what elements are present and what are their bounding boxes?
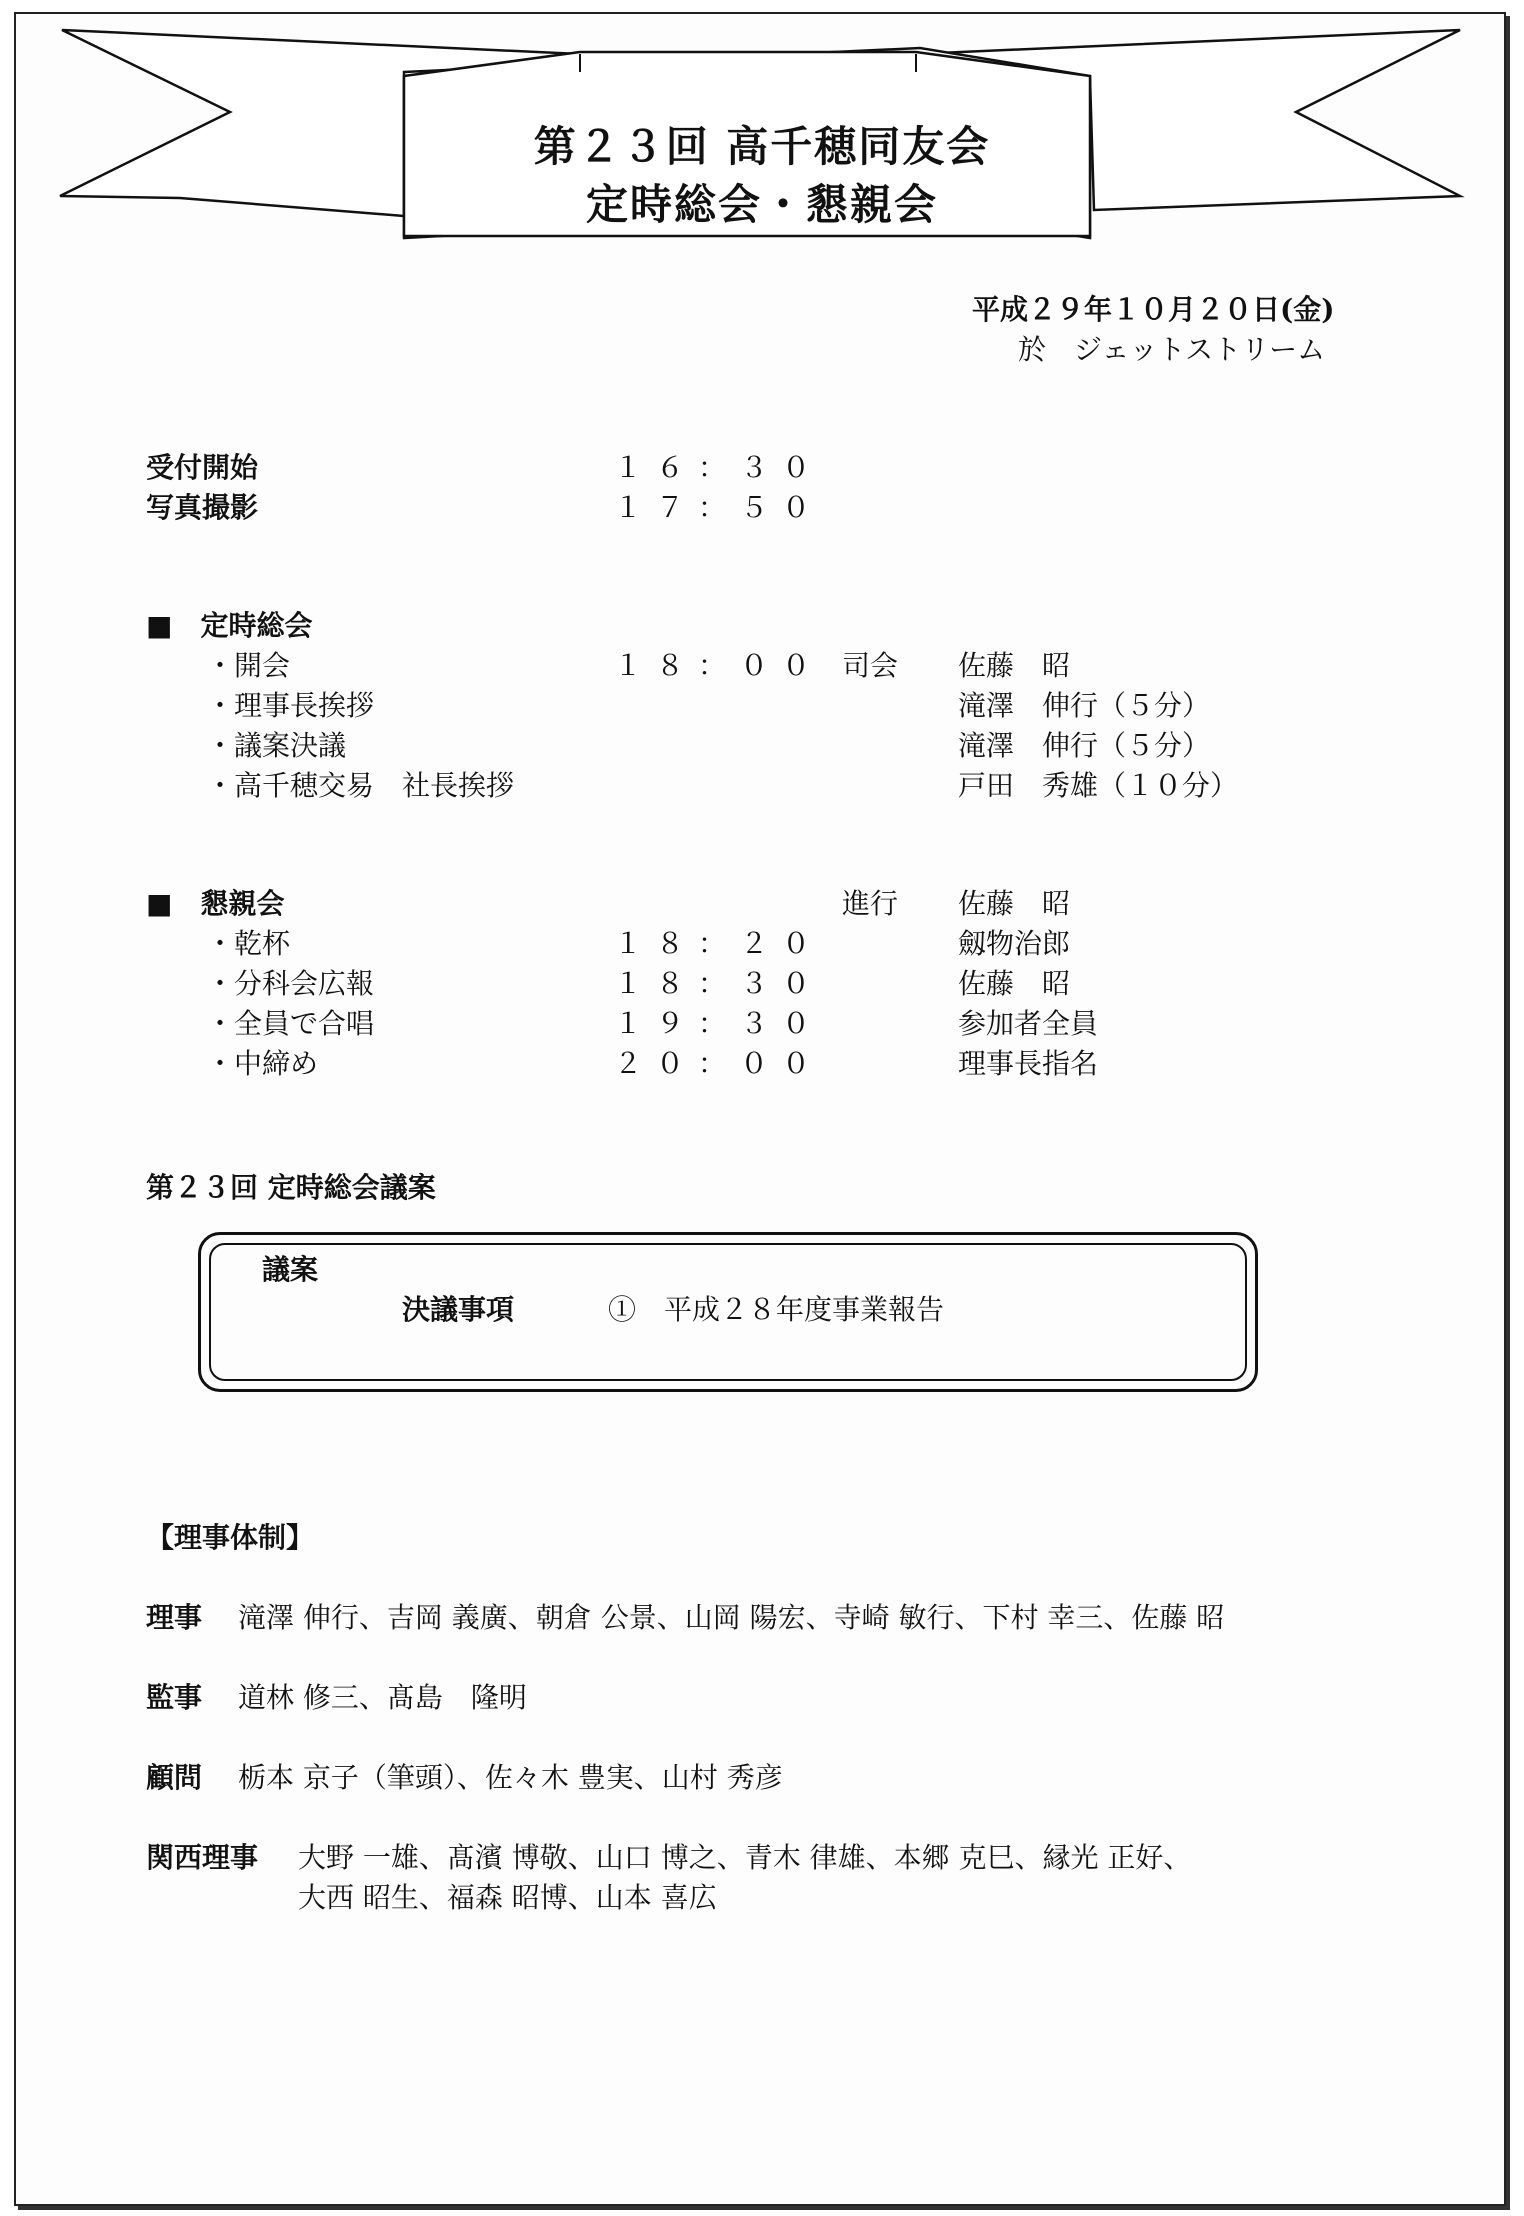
gm-item-label: ・理事長挨拶 [206,689,375,722]
board-names-kansai-2: 大西 昭生、福森 昭博、山本 喜広 [298,1881,717,1914]
agenda-box-label: 議案 [262,1253,319,1286]
reception-label: 受付開始 [146,451,259,484]
gm-item-person: 佐藤 昭 [958,649,1071,682]
board-label-kansai: 関西理事 [146,1841,259,1874]
social-role: 進行 [842,887,899,920]
gm-item-role: 司会 [842,649,899,682]
social-item-label: ・分科会広報 [206,967,375,1000]
board-names-auditors: 道林 修三、髙島 隆明 [238,1681,527,1714]
resolution-item: ① 平成２８年度事業報告 [608,1293,945,1326]
social-item-person: 劔物治郎 [958,927,1071,960]
title-line-2: 定時総会・懇親会 [585,180,938,229]
social-item-person: 参加者全員 [958,1007,1099,1040]
gm-item-person: 滝澤 伸行（５分） [958,689,1211,722]
board-label-directors: 理事 [146,1601,203,1634]
social-item-person: 佐藤 昭 [958,967,1071,1000]
board-label-advisors: 顧問 [146,1761,203,1794]
general-meeting-heading: ■ 定時総会 [146,609,313,642]
reception-time: １６：３０ [614,451,825,484]
social-heading: ■ 懇親会 [146,887,285,920]
photo-label: 写真撮影 [146,491,259,524]
social-person: 佐藤 昭 [958,887,1071,920]
gm-item-time: １８：００ [614,649,825,682]
gm-item-label: ・開会 [206,649,291,682]
event-date: 平成２９年１０月２０日(金) [972,293,1335,326]
social-item-label: ・全員で合唱 [206,1007,375,1040]
social-item-time: １８：２０ [614,927,825,960]
board-names-directors: 滝澤 伸行、吉岡 義廣、朝倉 公景、山岡 陽宏、寺崎 敏行、下村 幸三、佐藤 昭 [238,1601,1225,1634]
gm-item-label: ・高千穂交易 社長挨拶 [206,769,515,802]
gm-item-label: ・議案決議 [206,729,347,762]
social-item-time: ２０：００ [614,1047,825,1080]
gm-item-person: 滝澤 伸行（５分） [958,729,1211,762]
photo-time: １７：５０ [614,491,825,524]
social-item-label: ・乾杯 [206,927,291,960]
board-names-kansai: 大野 一雄、髙濱 博敬、山口 博之、青木 律雄、本郷 克巳、縁光 正好、 [298,1841,1192,1874]
title-line-1: 第２３回 高千穂同友会 [533,122,991,171]
board-names-advisors: 栃本 京子（筆頭）、佐々木 豊実、山村 秀彦 [238,1761,783,1794]
board-label-auditors: 監事 [146,1681,203,1714]
gm-item-person: 戸田 秀雄（１０分） [958,769,1239,802]
social-item-time: １９：３０ [614,1007,825,1040]
social-item-time: １８：３０ [614,967,825,1000]
board-heading: 【理事体制】 [146,1521,315,1554]
social-item-person: 理事長指名 [958,1047,1099,1080]
event-venue: 於 ジェットストリーム [1018,333,1326,366]
resolution-label: 決議事項 [402,1293,515,1326]
agenda-heading: 第２３回 定時総会議案 [146,1171,436,1204]
social-item-label: ・中締め [206,1047,319,1080]
